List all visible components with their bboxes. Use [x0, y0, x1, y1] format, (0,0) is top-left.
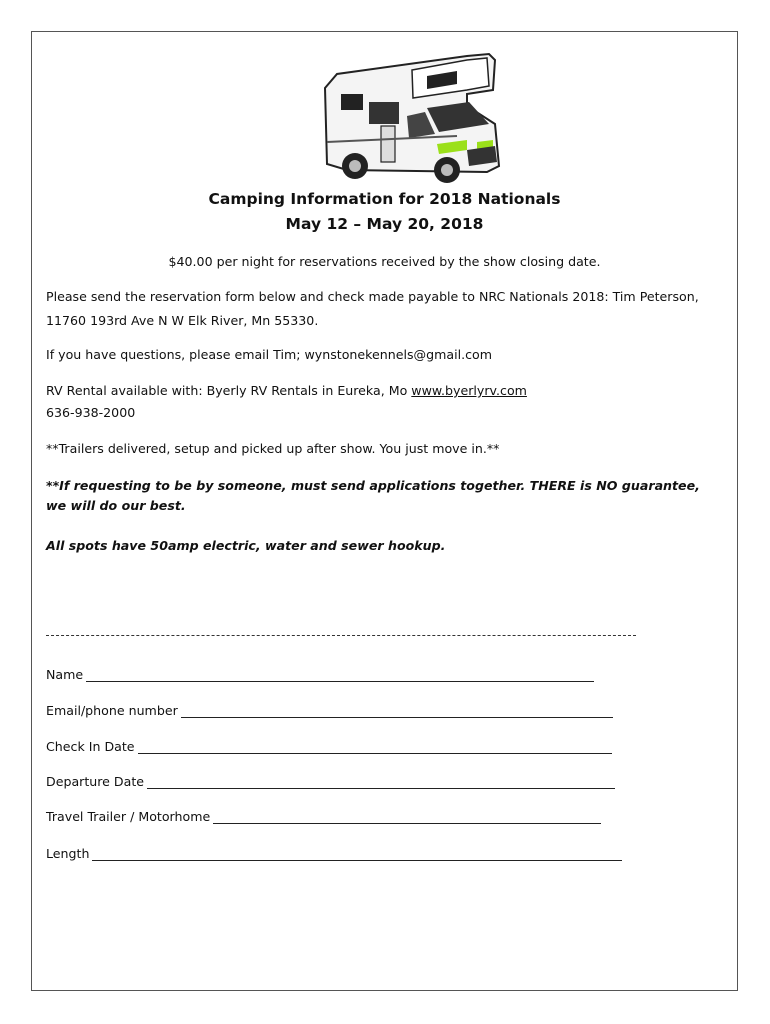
rental-phone: 636-938-2000 — [46, 405, 136, 420]
motorhome-illustration — [317, 46, 502, 186]
check-in-blank[interactable] — [138, 739, 612, 754]
name-field[interactable] — [46, 662, 594, 682]
notice-line-1: **If requesting to be by someone, must send applications together. THERE is NO guarantee, — [46, 478, 700, 493]
trailer-type-field[interactable] — [46, 804, 601, 824]
page-title: Camping Information for 2018 Nationals — [208, 190, 561, 208]
rental-prefix: RV Rental available with: Byerly RV Rentals in Eureka, Mo — [46, 383, 412, 398]
name-blank[interactable] — [86, 667, 594, 682]
check-in-field[interactable] — [46, 734, 612, 754]
document-page — [31, 31, 738, 991]
departure-label: Departure Date — [46, 774, 145, 789]
length-blank[interactable] — [92, 846, 622, 861]
email-phone-field[interactable] — [46, 698, 613, 718]
trailer-type-blank[interactable] — [213, 809, 601, 824]
cut-line-divider — [46, 635, 636, 636]
departure-blank[interactable] — [147, 774, 615, 789]
departure-field[interactable] — [46, 769, 615, 789]
rental-link[interactable]: www.byerlyrv.com — [411, 383, 527, 398]
instructions-line-1: Please send the reservation form below and check made payable to NRC Nationals 2018: Tim Peterson, — [46, 289, 699, 304]
notice-line-2: we will do our best. — [46, 498, 186, 513]
length-label: Length — [46, 846, 90, 861]
length-field[interactable] — [46, 841, 622, 861]
name-label: Name — [46, 667, 84, 682]
rental-text — [46, 380, 527, 402]
check-in-label: Check In Date — [46, 739, 135, 754]
instructions-line-2: 11760 193rd Ave N W Elk River, Mn 55330. — [46, 313, 319, 328]
event-dates: May 12 – May 20, 2018 — [285, 215, 484, 233]
price-text: $40.00 per night for reservations received by the show closing date. — [168, 254, 601, 269]
email-phone-label: Email/phone number — [46, 703, 178, 718]
trailers-text: **Trailers delivered, setup and picked up after show. You just move in.** — [46, 441, 500, 456]
spots-text: All spots have 50amp electric, water and sewer hookup. — [46, 538, 446, 553]
trailer-type-label: Travel Trailer / Motorhome — [46, 809, 211, 824]
questions-text: If you have questions, please email Tim; wynstonekennels@gmail.com — [46, 347, 493, 362]
email-phone-blank[interactable] — [181, 703, 613, 718]
